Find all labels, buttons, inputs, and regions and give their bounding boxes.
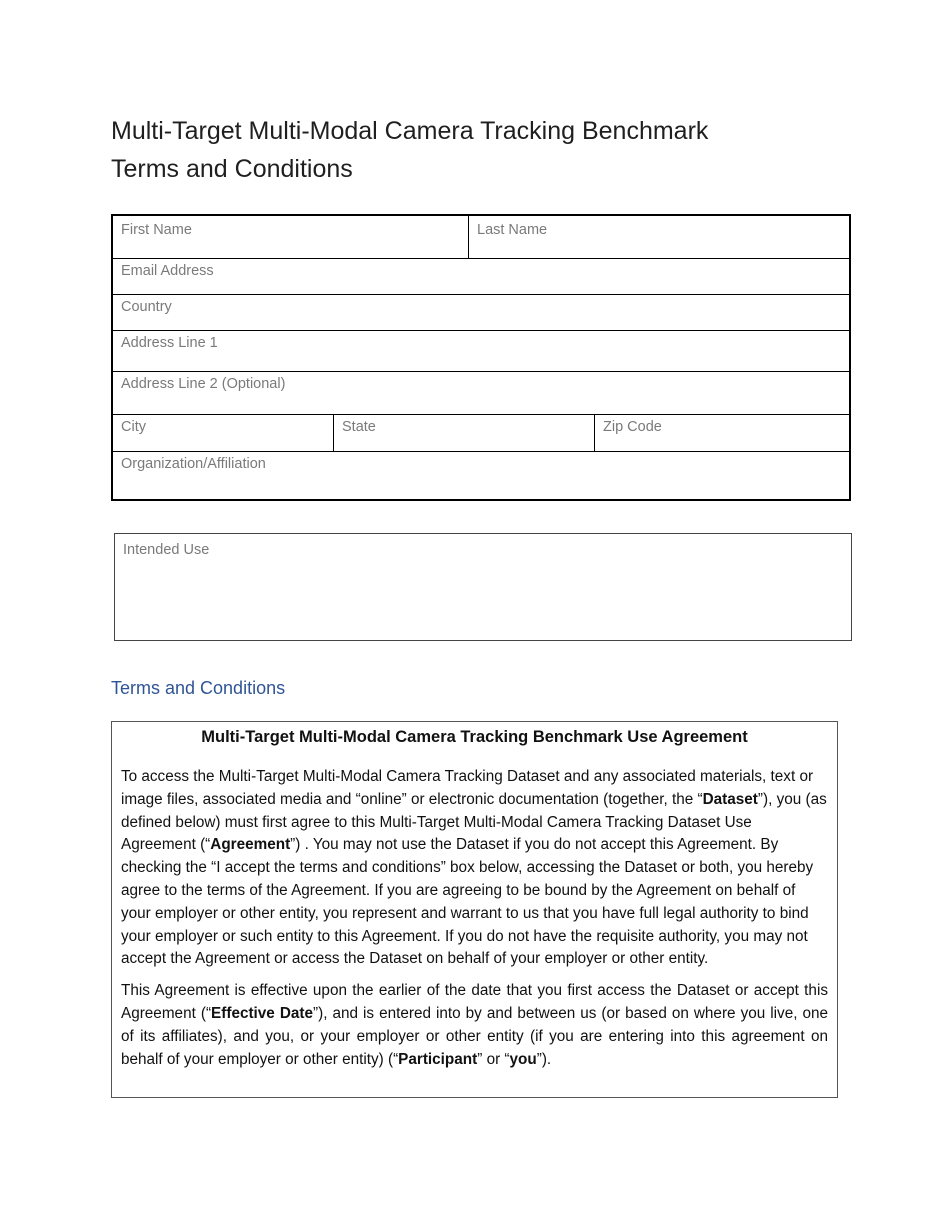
intended-use-field[interactable]: Intended Use (114, 533, 852, 641)
p2-term-you: you (509, 1050, 537, 1068)
p2-text-g: ”). (536, 1050, 552, 1068)
name-row (113, 216, 849, 258)
organization-field[interactable]: Organization/Affiliation (121, 456, 266, 472)
page-title (111, 112, 871, 188)
country-row (113, 294, 849, 330)
address1-row (113, 330, 849, 371)
country-field[interactable]: Country (121, 299, 172, 315)
email-row (113, 258, 849, 294)
p1-term-agreement: Agreement (210, 836, 291, 854)
address-line-2-field[interactable]: Address Line 2 (Optional) (121, 376, 286, 392)
agreement-paragraph-2 (121, 980, 828, 1071)
p2-text-e: ” or “ (477, 1050, 510, 1068)
page-title-line-1: Multi-Target Multi-Modal Camera Tracking Benchmark (111, 117, 709, 145)
city-field[interactable]: City (121, 419, 146, 435)
agreement-title: Multi-Target Multi-Modal Camera Tracking Benchmark Use Agreement (201, 728, 748, 746)
registration-form (111, 214, 851, 501)
address2-row (113, 371, 849, 414)
agreement-paragraph-1 (121, 766, 828, 971)
state-field[interactable]: State (333, 415, 594, 451)
p1-text-a: To access the Multi-Target Multi-Modal Camera Tracking Dataset and any associated materials, text or image files, associated media and “online” or electronic documentation (together, the “ (121, 768, 814, 808)
terms-section-heading: Terms and Conditions (111, 678, 286, 698)
email-field[interactable]: Email Address (121, 263, 214, 279)
last-name-field[interactable]: Last Name (468, 216, 849, 258)
p2-term-participant: Participant (398, 1050, 478, 1068)
zip-code-field[interactable]: Zip Code (594, 415, 849, 451)
p2-term-effective-date: Effective Date (211, 1004, 313, 1022)
address-line-1-field[interactable]: Address Line 1 (121, 335, 218, 351)
p2-text-c: ”), and is entered into by and between us (or based on where you live, one of its affiliates), and you, or your employer or other entity (if you are entering into this agreement on behalf of your employer or other entity) (“ (121, 1004, 829, 1068)
p1-text-e: ”) . You may not use the Dataset if you do not accept this Agreement. By checking the “I accept the terms and conditions” box below, accessing the Dataset or both, you hereby agree to the terms of the Agreement. If you are agreeing to be bound by the Agreement on behalf of your employer or other entity, you represent and warrant to us that you have full legal authority to bind your employer or such entity to this Agreement. If you do not have the requisite authority, you may not accept the Agreement or access the Dataset on behalf of your employer or other entity. (121, 836, 814, 968)
p2-text-a: This Agreement is effective upon the earlier of the date that you first access the Dataset or accept this Agreement (“ (121, 982, 828, 1022)
organization-row (113, 451, 849, 499)
location-row (113, 414, 849, 451)
p1-term-dataset: Dataset (702, 790, 758, 808)
first-name-field[interactable]: First Name (121, 222, 192, 238)
p1-text-c: ”), you (as defined below) must first agree to this Multi-Target Multi-Modal Camera Tracking Dataset Use Agreement (“ (121, 790, 827, 854)
agreement-box (111, 721, 838, 1098)
page-title-line-2: Terms and Conditions (111, 155, 353, 183)
